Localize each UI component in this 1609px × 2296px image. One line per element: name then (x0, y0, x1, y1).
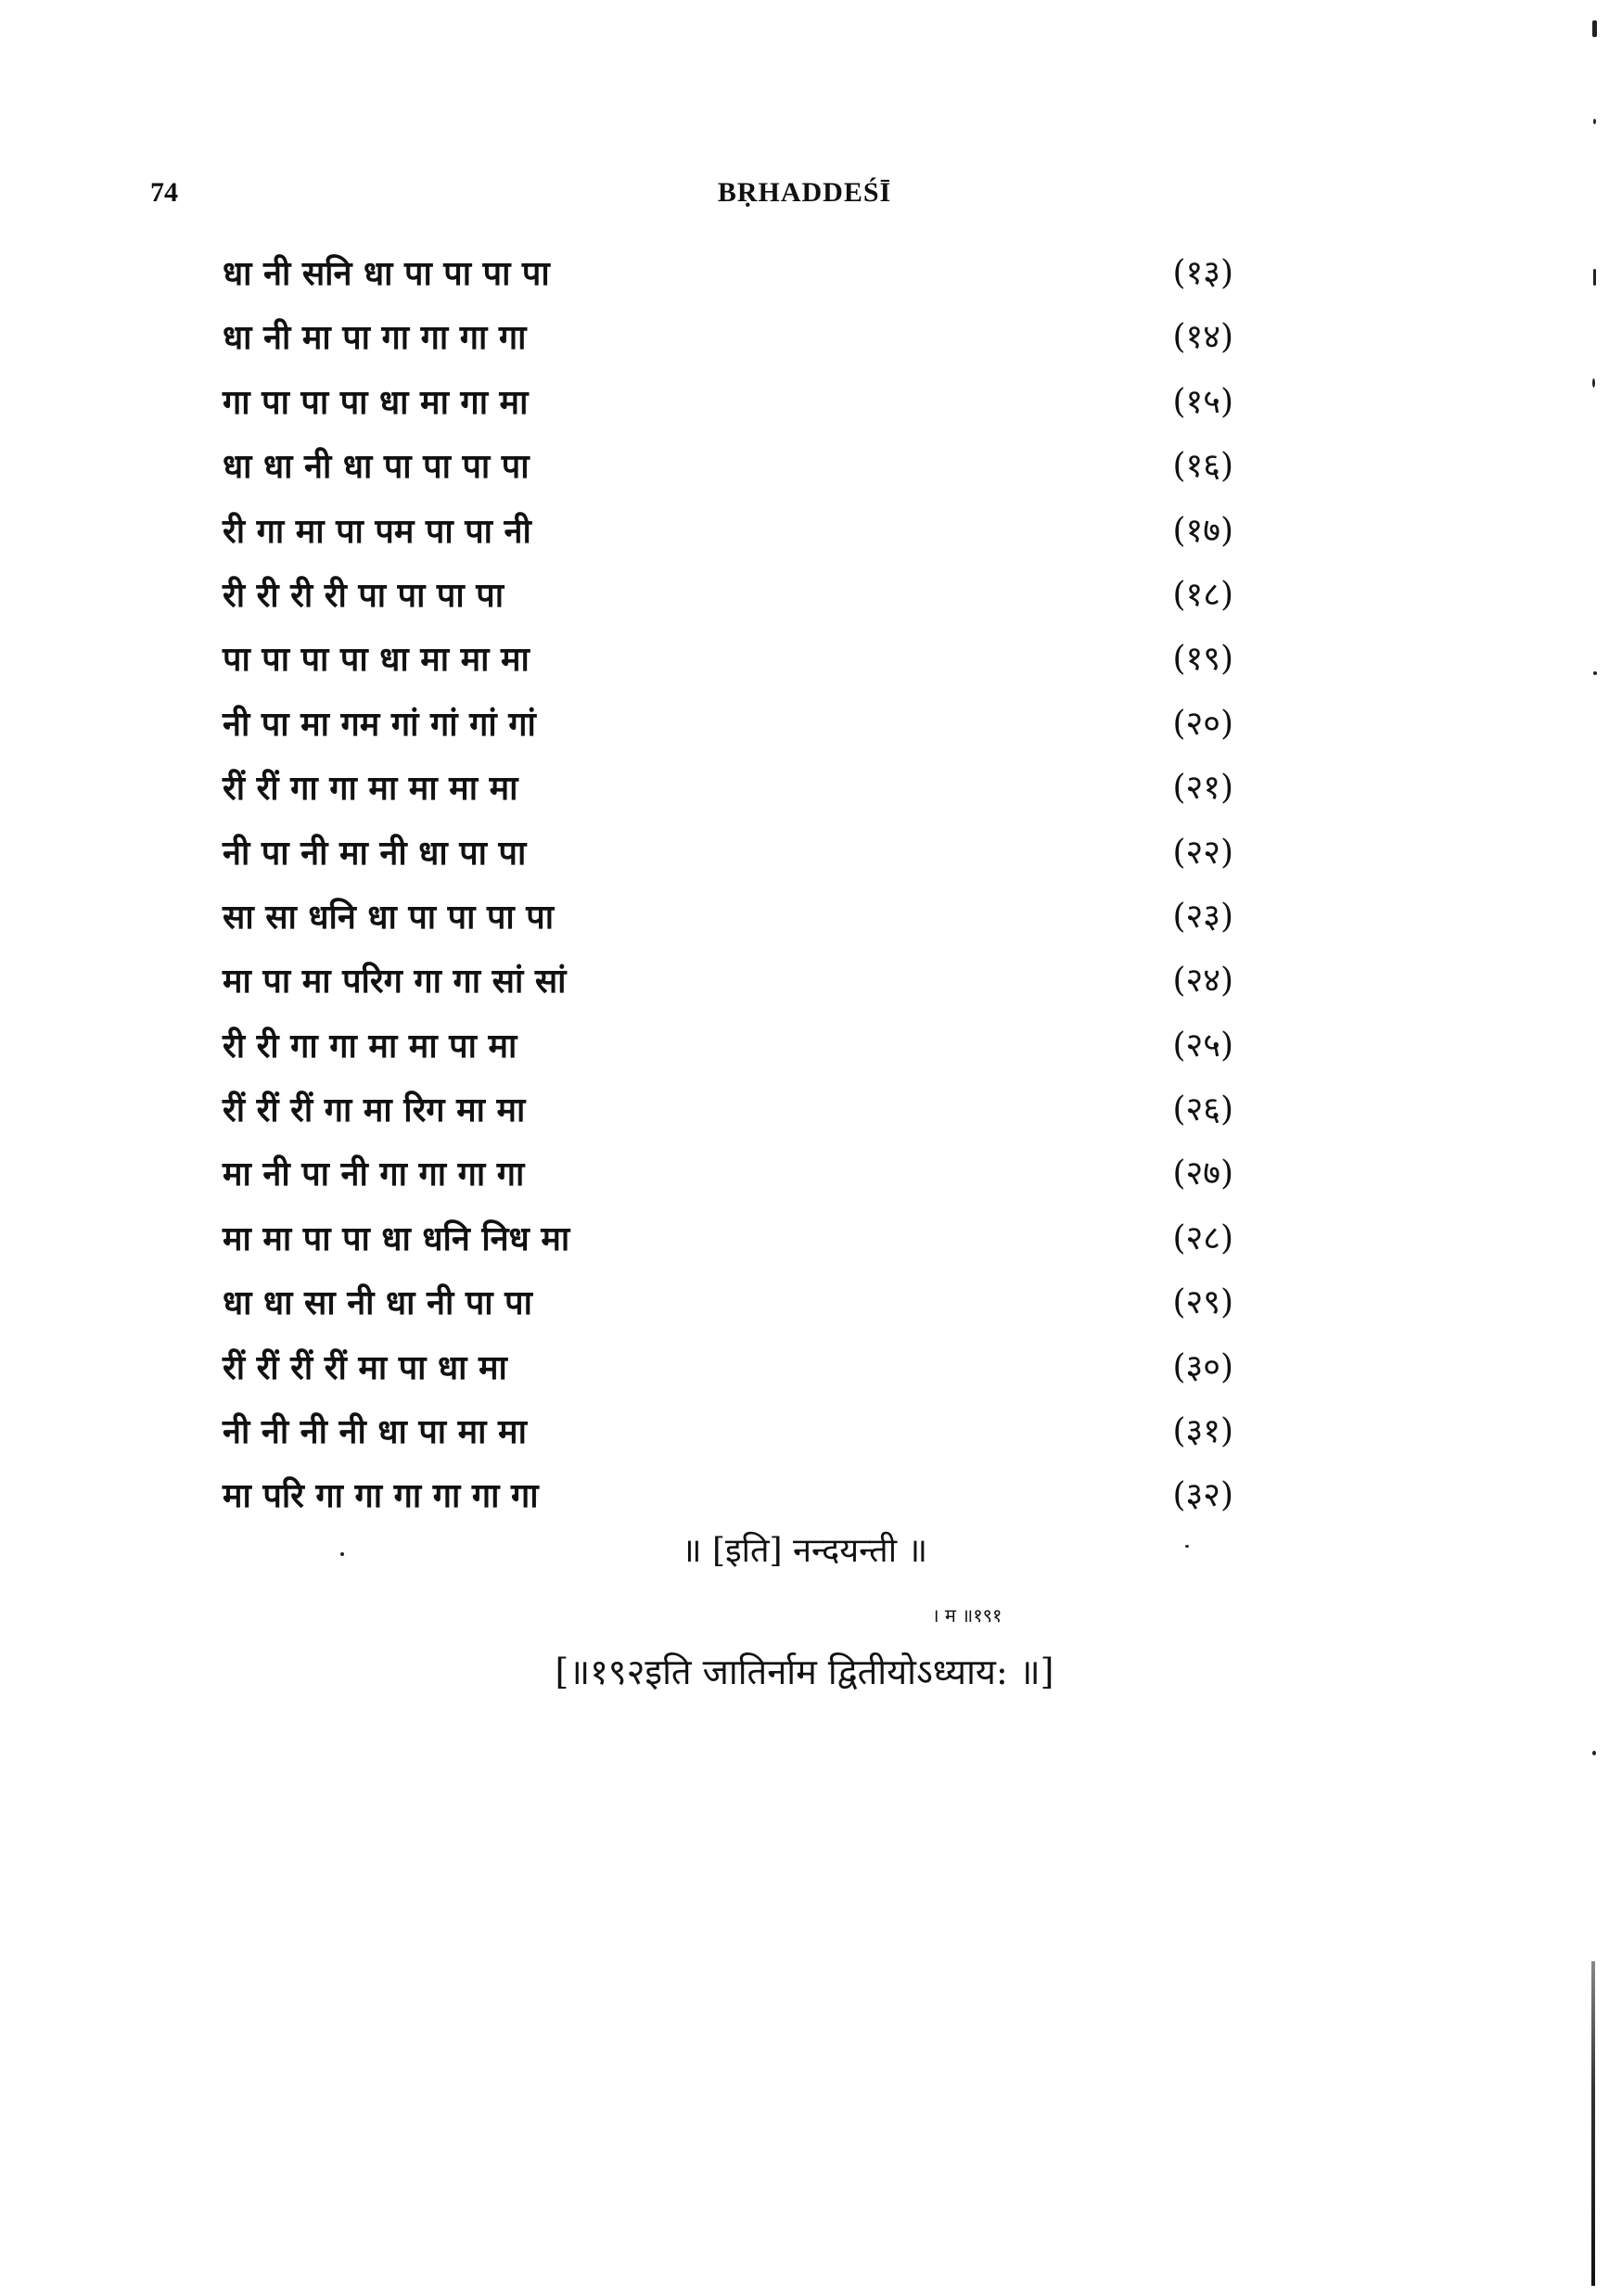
notation-row (223, 823, 1233, 887)
row-number: (१९) (1172, 640, 1233, 679)
row-number: (२७) (1172, 1154, 1233, 1193)
notation-row (223, 887, 1233, 950)
notation-row (223, 694, 1233, 758)
notation-text: नी नी नी नी धा पा मा मा (223, 1412, 527, 1452)
row-number: (२९) (1172, 1283, 1233, 1322)
row-number: (२३) (1172, 897, 1233, 936)
notation-text: धा धा सा नी धा नी पा पा (223, 1283, 532, 1323)
row-number: (२०) (1172, 704, 1233, 743)
notation-row (223, 1401, 1233, 1465)
notation-row (223, 1208, 1233, 1272)
notation-row (223, 758, 1233, 822)
notation-list (223, 243, 1233, 1530)
scan-speck (1592, 378, 1595, 388)
row-number: (१४) (1172, 318, 1233, 357)
notation-text: मा पा मा परिग गा गा सां सां (223, 962, 567, 1001)
notation-text: री गा मा पा पम पा पा नी (223, 511, 531, 551)
notation-row (223, 501, 1233, 565)
notation-text: धा नी मा पा गा गा गा गा (223, 318, 527, 358)
row-number: (३०) (1172, 1347, 1233, 1386)
notation-row (223, 1143, 1233, 1207)
row-number: (२५) (1172, 1026, 1233, 1065)
row-number: (२४) (1172, 962, 1233, 1001)
notation-row (223, 243, 1233, 307)
row-number: (१६) (1172, 447, 1233, 486)
row-number: (१५) (1172, 382, 1233, 421)
page-number: 74 (150, 177, 178, 208)
row-number: (२२) (1172, 833, 1233, 872)
row-number: (१३) (1172, 254, 1233, 292)
section-end-text: ॥ [इति] नन्दयन्ती ॥ (681, 1532, 928, 1570)
scan-speck (1185, 1545, 1189, 1548)
scan-speck (1592, 20, 1597, 37)
row-number: (२१) (1172, 769, 1233, 808)
scan-speck (1593, 671, 1597, 675)
scan-speck (1592, 1751, 1596, 1755)
notation-row (223, 629, 1233, 693)
notation-text: मा नी पा नी गा गा गा गा (223, 1154, 525, 1194)
notation-row (223, 1465, 1233, 1529)
notation-row (223, 950, 1233, 1014)
notation-row (223, 1079, 1233, 1143)
row-number: (१८) (1172, 575, 1233, 614)
notation-text: नी पा नी मा नी धा पा पा (223, 833, 527, 873)
notation-text: मा मा पा पा धा धनि निध मा (223, 1218, 570, 1258)
notation-row (223, 372, 1233, 436)
row-number: (३२) (1172, 1476, 1233, 1515)
row-number: (१७) (1172, 511, 1233, 550)
page-edge-shadow (1591, 1961, 1595, 2286)
notation-text: धा धा नी धा पा पा पा पा (223, 447, 530, 487)
notation-text: सा सा धनि धा पा पा पा पा (223, 897, 555, 937)
row-number: (२८) (1172, 1218, 1233, 1257)
row-number: (३१) (1172, 1412, 1233, 1451)
notation-text: धा नी सनि धा पा पा पा पा (223, 254, 550, 293)
chapter-end-text: [॥१९२इति जातिर्नाम द्वितीयोऽध्याय: ॥] (555, 1652, 1054, 1692)
notation-row (223, 565, 1233, 629)
notation-text: गा पा पा पा धा मा गा मा (223, 382, 529, 422)
scan-speck (1593, 119, 1596, 124)
notation-row (223, 1015, 1233, 1079)
row-number: (२६) (1172, 1091, 1233, 1129)
notation-row (223, 1272, 1233, 1336)
notation-text: रीं रीं रीं गा मा रिग मा मा (223, 1091, 526, 1130)
footnote-mark: । म ॥१९१ (932, 1604, 1002, 1626)
notation-text: नी पा मा गम गां गां गां गां (223, 704, 536, 744)
notation-row (223, 307, 1233, 371)
notation-text: रीं रीं गा गा मा मा मा मा (223, 769, 518, 809)
notation-row (223, 1337, 1233, 1401)
scan-speck (340, 1552, 344, 1556)
notation-text: पा पा पा पा धा मा मा मा (223, 640, 530, 680)
notation-text: री री गा गा मा मा पा मा (223, 1026, 517, 1065)
scan-speck (1593, 269, 1596, 286)
notation-text: रीं रीं रीं रीं मा पा धा मा (223, 1347, 507, 1387)
notation-row (223, 436, 1233, 500)
notation-text: री री री री पा पा पा पा (223, 575, 504, 615)
notation-text: मा परि गा गा गा गा गा गा (223, 1476, 539, 1516)
running-head: BṚHADDEŚĪ (717, 177, 892, 208)
